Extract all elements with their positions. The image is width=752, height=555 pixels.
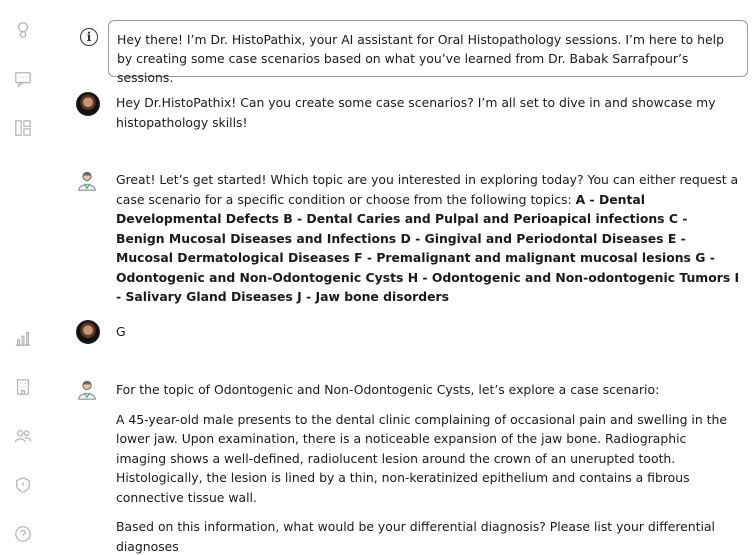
intro-text: Hey there! I’m Dr. HistoPathix, your AI assistant for Oral Histopathology sessions. I’m here to help by creating some case scenarios based on what you’ve learned from Dr. Babak Sarrafpour’s sessions. — [117, 32, 724, 85]
layout-icon[interactable] — [13, 118, 33, 138]
users-icon[interactable] — [13, 426, 33, 446]
case-description: A 45-year-old male presents to the dental clinic complaining of occasional pain and swelling in the lower jaw. Upon examination, there is a noticeable expansion of the jaw bone. Radiographic imaging shows a well-defined, radiolucent lesion around the crown of an unerupted tooth. Histologically, the lesion is lined by a thin, non-keratinized epithelium and contains a fibrous connective tissue wall. — [116, 411, 727, 505]
case-intro: For the topic of Odontogenic and Non-Odontogenic Cysts, let’s explore a case scenario: — [116, 382, 660, 397]
user-avatar — [76, 320, 100, 344]
building-icon[interactable] — [13, 377, 33, 397]
case-question: Based on this information, what would be your differential diagnosis? Please list your differential diagnoses — [116, 519, 715, 554]
chat-icon[interactable] — [13, 69, 33, 89]
assistant-avatar — [76, 379, 100, 403]
info-icon: i — [80, 28, 98, 46]
assistant-avatar — [76, 170, 100, 194]
doctor-icon — [76, 379, 98, 401]
doctor-icon — [76, 170, 98, 192]
stats-icon[interactable] — [13, 328, 33, 348]
user-avatar — [76, 92, 100, 116]
assistant-intro: Great! Let’s get started! Which topic are you interested in exploring today? You can either request a case scenario for a specific condition or choose from the following topics: — [116, 172, 739, 207]
user-message-text: Hey Dr.HistoPathix! Can you create some case scenarios? I’m all set to dive in and showcase my histopathology skills! — [116, 95, 716, 130]
topic-list: A - Dental Developmental Defects B - Dental Caries and Pulpal and Perioapical infections C - Benign Mucosal Diseases and Infections D - Gingival and Periodontal Diseases E - Mucosal Dermatological Diseases F - Premalignant and malignant mucosal lesions G - Odontogenic and Non-Odontogenic Cysts H - Odontogenic and Non-odontogenic Tumors I - Salivary Gland Diseases J - Jaw bone disorders — [116, 191, 740, 304]
assistant-message-text — [116, 380, 740, 555]
assistant-message-text — [116, 170, 740, 307]
shield-icon[interactable] — [13, 475, 33, 495]
logo-icon[interactable] — [13, 20, 33, 40]
sidebar — [0, 0, 46, 555]
user-message-text: G — [116, 324, 126, 339]
chat-area — [70, 0, 752, 555]
help-icon[interactable] — [13, 524, 33, 544]
intro-bubble — [108, 20, 748, 85]
